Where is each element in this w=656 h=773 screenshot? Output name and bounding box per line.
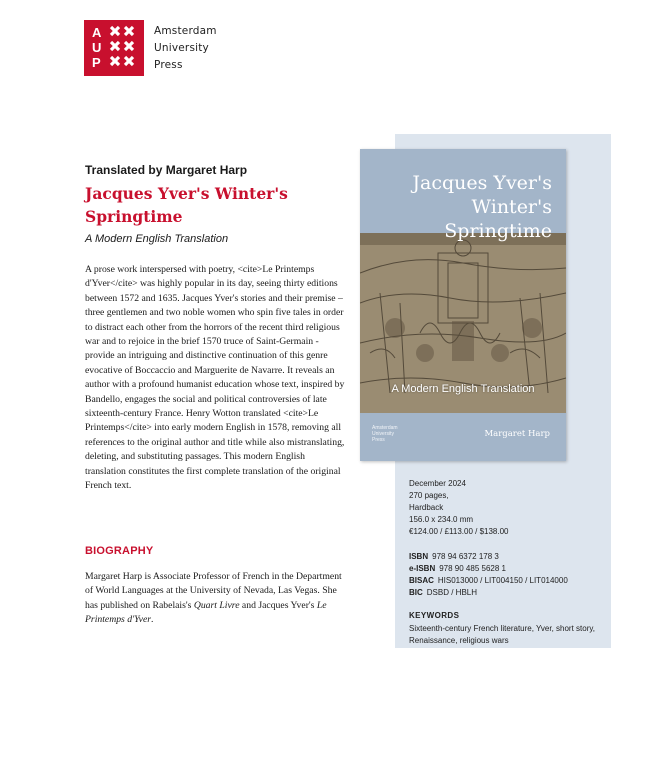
cover-title: [412, 171, 552, 243]
biography-text: [85, 570, 347, 628]
book-title: [85, 182, 345, 228]
book-subtitle: A Modern English Translation: [85, 233, 229, 245]
cover-title-line-2: Winter's: [471, 196, 552, 218]
page-count: 270 pages,: [409, 491, 449, 500]
logo-line-2: University: [154, 42, 209, 54]
logo-mark: [84, 20, 144, 76]
price: €124.00 / £113.00 / $138.00: [409, 527, 509, 536]
cover-subtitle: A Modern English Translation: [391, 383, 535, 395]
logo-line-3: Press: [154, 59, 183, 71]
eisbn-label: e-ISBN: [409, 564, 436, 573]
book-title-line-2: Springtime: [85, 207, 183, 226]
translator-line: Translated by Margaret Harp: [85, 163, 248, 177]
cover-title-line-3: Springtime: [444, 220, 552, 242]
identifiers: [409, 551, 609, 599]
cover-publisher-line-1: Amsterdam: [372, 425, 398, 431]
keywords-text: Sixteenth-century French literature, Yver, short story, Renaissance, religious wars: [409, 624, 596, 645]
isbn-value: 978 94 6372 178 3: [432, 552, 499, 561]
bio-text-part-1: Margaret Harp is Associate Professor of French in the Department of World Languages at the University of Nevada, Las Vegas. She has published on Rabelais's: [85, 571, 342, 611]
binding: Hardback: [409, 503, 444, 512]
logo-crosses-icon: [109, 25, 139, 71]
logo-letter-a: A: [92, 25, 102, 40]
logo-letter-u: U: [92, 40, 102, 55]
bic-value: DSBD / HBLH: [426, 588, 478, 597]
bio-text-part-2: and Jacques Yver's: [239, 599, 317, 611]
dimensions: 156.0 x 234.0 mm: [409, 515, 474, 524]
bisac-label: BISAC: [409, 576, 434, 585]
cover-author: Margaret Harp: [484, 429, 550, 439]
keywords-heading: KEYWORDS: [409, 611, 460, 620]
bio-italic-2: Le Printemps d'Yver: [85, 599, 327, 626]
bic-label: BIC: [409, 588, 423, 597]
cover-publisher-line-3: Press: [372, 437, 385, 443]
bio-text-part-3: .: [151, 614, 154, 626]
publication-data: [409, 478, 609, 538]
cover-publisher-line-2: University: [372, 431, 394, 437]
bic-row: [409, 587, 609, 599]
cover-title-line-1: Jacques Yver's: [412, 172, 552, 194]
eisbn-value: 978 90 485 5628 1: [439, 564, 506, 573]
isbn-label: ISBN: [409, 552, 429, 561]
book-cover: [360, 149, 566, 461]
bisac-row: [409, 575, 609, 587]
book-title-line-1: Jacques Yver's Winter's: [85, 184, 288, 203]
logo-wordmark: [154, 23, 217, 74]
bisac-value: HIS013000 / LIT004150 / LIT014000: [437, 576, 568, 585]
cover-publisher: [372, 425, 398, 443]
publisher-logo: [84, 20, 217, 76]
eisbn-row: [409, 563, 609, 575]
biography-heading: BIOGRAPHY: [85, 545, 154, 557]
isbn-row: [409, 551, 609, 563]
pub-date: December 2024: [409, 479, 466, 488]
book-description: A prose work interspersed with poetry, <cite>Le Printemps d'Yver</cite> was highly popular in its day, seeing thirty editions between 1572 and 1635. Jacques Yver's stories and their premise – three gentlemen and two noble women who spin five tales in order to distract each other from the horrors of the recent third religious war and to rejoice in the brief 1570 truce of Saint-Germain - provide an intriguing and distinctive continuation of this genre evocative of Boccaccio and Marguerite de Navarre. It reveals an author with a profound humanist education whose text, inspired by Bandello, engages the social and political controversies of late sixteenth-century France. Henry Wotton translated <cite>Le Printemps</cite> into early modern English in 1578, removing all references to the original author and title while also mistranslating, deleting, and substituting passages. This modern English translation constitutes the first complete translation of the original French text.: [85, 264, 345, 492]
logo-letter-p: P: [92, 55, 101, 70]
book-metadata: [409, 478, 609, 647]
bio-italic-1: Quart Livre: [193, 599, 240, 611]
logo-line-1: Amsterdam: [154, 25, 217, 37]
